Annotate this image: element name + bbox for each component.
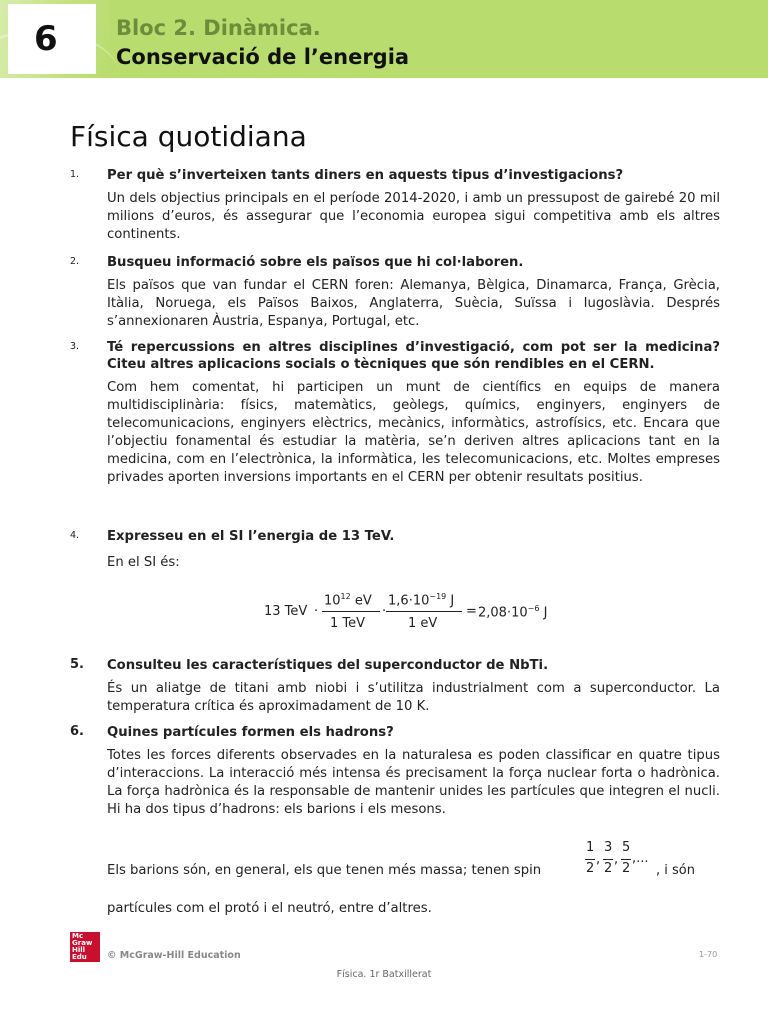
question-text: Expresseu en el SI l’energia de 13 TeV. <box>107 529 395 544</box>
formula-denominator-1: 1 TeV <box>330 616 366 631</box>
spin-comma: , <box>596 852 601 867</box>
answer-paragraph: Com hem comentat, hi participen un munt de científics en equips de manera multidisciplinària: físics, matemàtics, geòlegs, químics, enginyers, enginyers de telecomunicacions, enginyers elèctrics, mecànics, informàtics, astrofísics, etc. Encara que l’objectiu fonamental és estudiar la matèria, se’n deriven altres aplicacions tant en la medicina, com en l’electrònica, la informàtica, les telecomunicacions, etc. Moltes empreses privades aporten inversions importants en el CERN per obtenir resultats positius. <box>107 380 720 485</box>
mcgraw-hill-logo: Mc Graw Hill Edu <box>70 932 100 962</box>
question-item <box>70 254 720 331</box>
formula-exponent: −6 <box>527 604 540 613</box>
answer-paragraph: Els països que van fundar el CERN foren: Alemanya, Bèlgica, Dinamarca, França, Grècia, Itàlia, Noruega, els Països Baixos, Anglaterra, Suècia, Suïssa i Iugoslàvia. Després s’annexionaren Àustria, Espanya, Portugal, etc. <box>107 278 720 329</box>
chapter-number: 6 <box>8 4 96 74</box>
fraction-bar <box>585 859 595 860</box>
formula-unit: J <box>539 605 548 621</box>
answer-paragraph: Un dels objectius principals en el període 2014-2020, i amb un pressupost de gairebé 20 mil milions d’euros, és assegurar que l’economia europea sigui competitiva amb els altres continents. <box>107 191 720 242</box>
page-title: Física quotidiana <box>70 120 307 153</box>
question-number: 1. <box>70 169 80 180</box>
formula-dot: · <box>382 604 387 619</box>
answer-text <box>107 554 720 572</box>
unit-title: Conservació de l’energia <box>116 45 410 69</box>
question-item <box>70 724 720 819</box>
answer-line: partícules com el protó i el neutró, entre d’altres. <box>107 901 432 916</box>
formula-value: 10 <box>412 593 430 609</box>
question-number: 4. <box>70 530 80 541</box>
question-number: 5. <box>70 657 84 672</box>
fraction-bar <box>621 859 631 860</box>
formula-value: 1,6 <box>388 593 409 609</box>
spin-denominator: 2 <box>586 861 595 876</box>
energy-conversion-formula <box>264 592 584 634</box>
answer-paragraph: En el SI és: <box>107 555 180 570</box>
formula-equals: = <box>466 604 477 619</box>
question-item <box>70 339 720 487</box>
formula-lhs: 13 TeV <box>264 604 308 619</box>
fraction-bar <box>603 859 613 860</box>
answer-text <box>107 277 720 331</box>
answer-text <box>107 190 720 244</box>
answer-paragraph: Totes les forces diferents observades en la naturalesa es poden classificar en quatre tipus d’interaccions. La interacció més intensa és precisament la força nuclear forta o hadrònica. La força hadrònica és la responsable de mantenir unides les partícules que integren el nucli. Hi ha dos tipus d’hadrons: els barions i els mesons. <box>107 748 720 817</box>
fraction-bar <box>322 611 380 612</box>
answer-text <box>107 747 720 819</box>
formula-denominator-2: 1 eV <box>408 616 438 631</box>
bloc-title: Bloc 2. Dinàmica. <box>116 16 321 40</box>
question-item <box>70 167 720 244</box>
question-text: Té repercussions en altres disciplines d’investigació, com pot ser la medicina? Citeu altres aplicacions socials o tècniques que són rendibles en el CERN. <box>107 340 720 372</box>
spin-denominator: 2 <box>604 861 613 876</box>
question-text: Consulteu les característiques del superconductor de NbTi. <box>107 658 549 673</box>
spin-numerator: 3 <box>604 840 613 855</box>
formula-unit: eV <box>350 593 372 609</box>
formula-numerator-2: $1,6\cdot 10^{-19}$ J <box>388 592 455 609</box>
question-text: Per què s’inverteixen tants diners en aquests tipus d’investigacions? <box>107 168 624 183</box>
question-item <box>70 528 720 572</box>
formula-exponent: −19 <box>429 592 447 601</box>
question-text: Quines partícules formen els hadrons? <box>107 725 394 740</box>
formula-value: 2,08 <box>478 605 507 621</box>
formula-value: 10 <box>511 605 528 621</box>
copyright-text: © McGraw-Hill Education <box>107 950 241 961</box>
question-number: 2. <box>70 256 80 267</box>
fraction-bar <box>386 611 462 612</box>
answer-line: Els barions són, en general, els que tenen més massa; tenen spin <box>107 863 542 878</box>
header-band <box>0 0 768 78</box>
spin-denominator: 2 <box>622 861 631 876</box>
formula-unit: J <box>446 593 455 609</box>
spin-comma: , <box>614 852 619 867</box>
answer-paragraph: És un aliatge de titani amb niobi i s’utilitza industrialment com a superconductor. La temperatura crítica és aproximadament de 10 K. <box>107 681 720 714</box>
formula-dot: · <box>314 604 319 619</box>
question-text: Busqueu informació sobre els països que hi col·laboren. <box>107 255 524 270</box>
formula-result: $2,08\cdot 10^{-6}$ J <box>478 604 548 621</box>
spin-ellipsis: ,... <box>632 851 649 866</box>
spin-fractions <box>582 840 695 880</box>
book-title-footer: Física. 1r Batxillerat <box>336 969 432 980</box>
answer-text <box>107 379 720 487</box>
formula-numerator-1 <box>324 592 372 608</box>
formula-value: 10 <box>324 593 341 609</box>
formula-exponent: 12 <box>340 592 351 601</box>
spin-numerator: 5 <box>622 840 631 855</box>
spin-numerator: 1 <box>586 840 595 855</box>
question-number: 3. <box>70 341 80 352</box>
page-number: 1-70 <box>699 950 718 959</box>
answer-text <box>107 680 720 716</box>
answer-line-end: , i són <box>656 863 695 878</box>
question-number: 6. <box>70 724 84 739</box>
question-item <box>70 657 720 716</box>
